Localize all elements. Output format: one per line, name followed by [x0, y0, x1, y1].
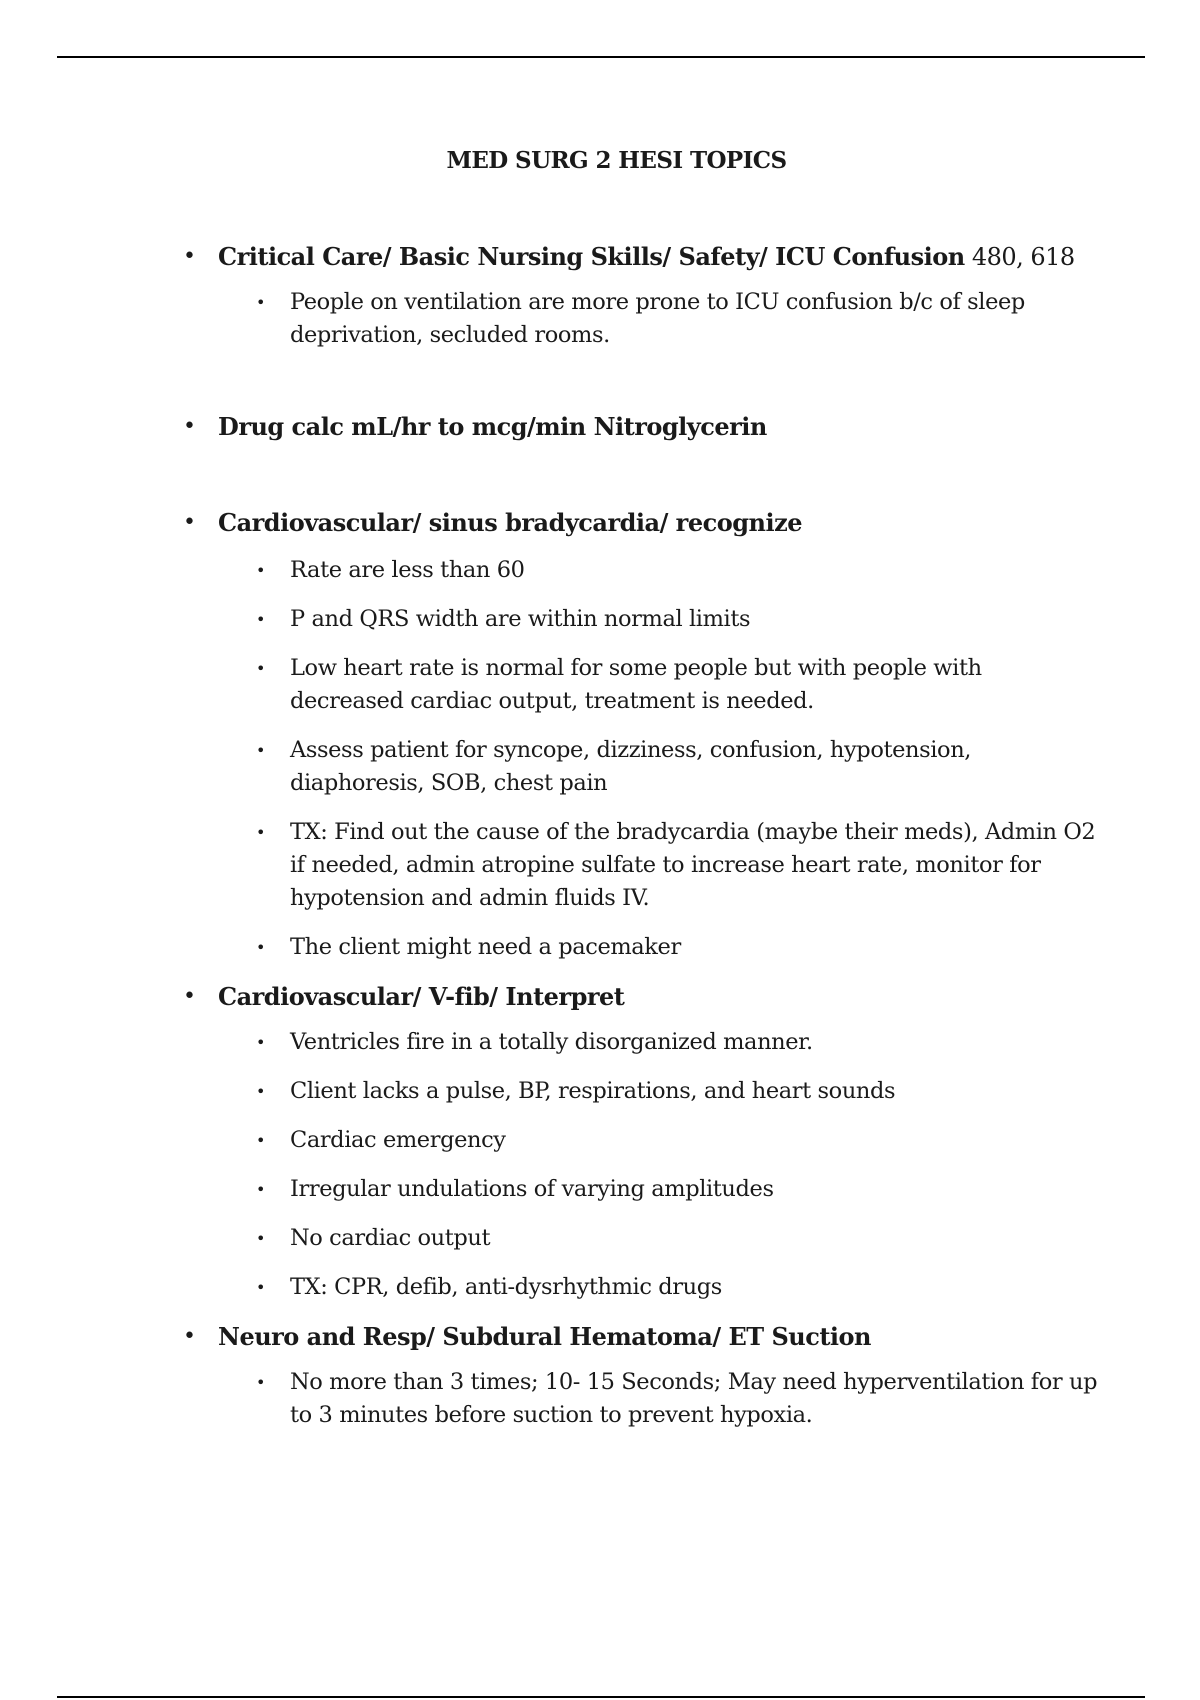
bullet-icon: •	[256, 741, 266, 760]
sub-item-text: People on ventilation are more prone to ICU confusion b/c of sleep deprivation, secluded rooms.	[290, 289, 1025, 348]
topic-item	[0, 506, 1200, 540]
sub-item-text: Client lacks a pulse, BP, respirations, and heart sounds	[290, 1078, 896, 1104]
sub-item-text: TX: CPR, defib, anti-dysrhythmic drugs	[290, 1274, 722, 1300]
bullet-icon: •	[256, 1278, 266, 1297]
bullet-icon: •	[183, 510, 196, 535]
topic-item	[0, 410, 1200, 444]
bullet-icon: •	[256, 1033, 266, 1052]
sub-item	[0, 603, 1200, 636]
topic-item	[0, 1320, 1200, 1354]
sub-item-text: Rate are less than 60	[290, 557, 525, 583]
bullet-icon: •	[256, 659, 266, 678]
sub-item	[0, 1366, 1200, 1432]
sub-item-text: No more than 3 times; 10- 15 Seconds; May need hyperventilation for up to 3 minutes before suction to prevent hypoxia.	[290, 1369, 1098, 1428]
top-rule	[57, 56, 1145, 58]
sub-item	[0, 1173, 1200, 1206]
sub-item-text: Cardiac emergency	[290, 1127, 506, 1153]
topic-heading: Critical Care/ Basic Nursing Skills/ Safety/ ICU Confusion	[218, 242, 965, 271]
bullet-icon: •	[256, 610, 266, 629]
bullet-icon: •	[256, 1229, 266, 1248]
topic-item	[0, 980, 1200, 1014]
sub-item-text: P and QRS width are within normal limits	[290, 606, 751, 632]
sub-item	[0, 286, 1200, 352]
sub-item-text: Low heart rate is normal for some people but with people with decreased cardiac output, treatment is needed.	[290, 655, 982, 714]
topic-heading: Drug calc mL/hr to mcg/min Nitroglycerin	[218, 412, 767, 441]
sub-item	[0, 1271, 1200, 1304]
sub-item-text: The client might need a pacemaker	[290, 934, 681, 960]
sub-item-text: No cardiac output	[290, 1225, 491, 1251]
sub-item-text: Irregular undulations of varying amplitudes	[290, 1176, 774, 1202]
sub-item-text: Assess patient for syncope, dizziness, confusion, hypotension, diaphoresis, SOB, chest pain	[290, 737, 972, 796]
topic-heading: Neuro and Resp/ Subdural Hematoma/ ET Suction	[218, 1322, 872, 1351]
topic-pages: 480, 618	[964, 243, 1075, 271]
bullet-icon: •	[256, 1131, 266, 1150]
sub-item	[0, 652, 1200, 718]
document-title: MED SURG 2 HESI TOPICS	[446, 147, 787, 174]
sub-item	[0, 931, 1200, 964]
bottom-rule	[57, 1696, 1145, 1698]
sub-item	[0, 1222, 1200, 1255]
sub-item	[0, 1026, 1200, 1059]
sub-item-text: TX: Find out the cause of the bradycardia (maybe their meds), Admin O2 if needed, admin atropine sulfate to increase heart rate, monitor for hypotension and admin fluids IV.	[290, 819, 1096, 911]
bullet-icon: •	[256, 1180, 266, 1199]
bullet-icon: •	[183, 414, 196, 439]
sub-item	[0, 1124, 1200, 1157]
sub-item	[0, 554, 1200, 587]
bullet-icon: •	[256, 938, 266, 957]
topic-heading: Cardiovascular/ V-fib/ Interpret	[218, 982, 625, 1011]
sub-item-text: Ventricles fire in a totally disorganized manner.	[290, 1029, 813, 1055]
bullet-icon: •	[256, 561, 266, 580]
sub-item	[0, 1075, 1200, 1108]
bullet-icon: •	[256, 1373, 266, 1392]
topic-heading: Cardiovascular/ sinus bradycardia/ recognize	[218, 508, 802, 537]
bullet-icon: •	[183, 1324, 196, 1349]
bullet-icon: •	[183, 984, 196, 1009]
sub-item	[0, 816, 1200, 915]
topic-list	[0, 240, 1200, 1432]
bullet-icon: •	[256, 1082, 266, 1101]
bullet-icon: •	[256, 293, 266, 312]
bullet-icon: •	[183, 244, 196, 269]
topic-item	[0, 240, 1200, 274]
sub-item	[0, 734, 1200, 800]
bullet-icon: •	[256, 823, 266, 842]
